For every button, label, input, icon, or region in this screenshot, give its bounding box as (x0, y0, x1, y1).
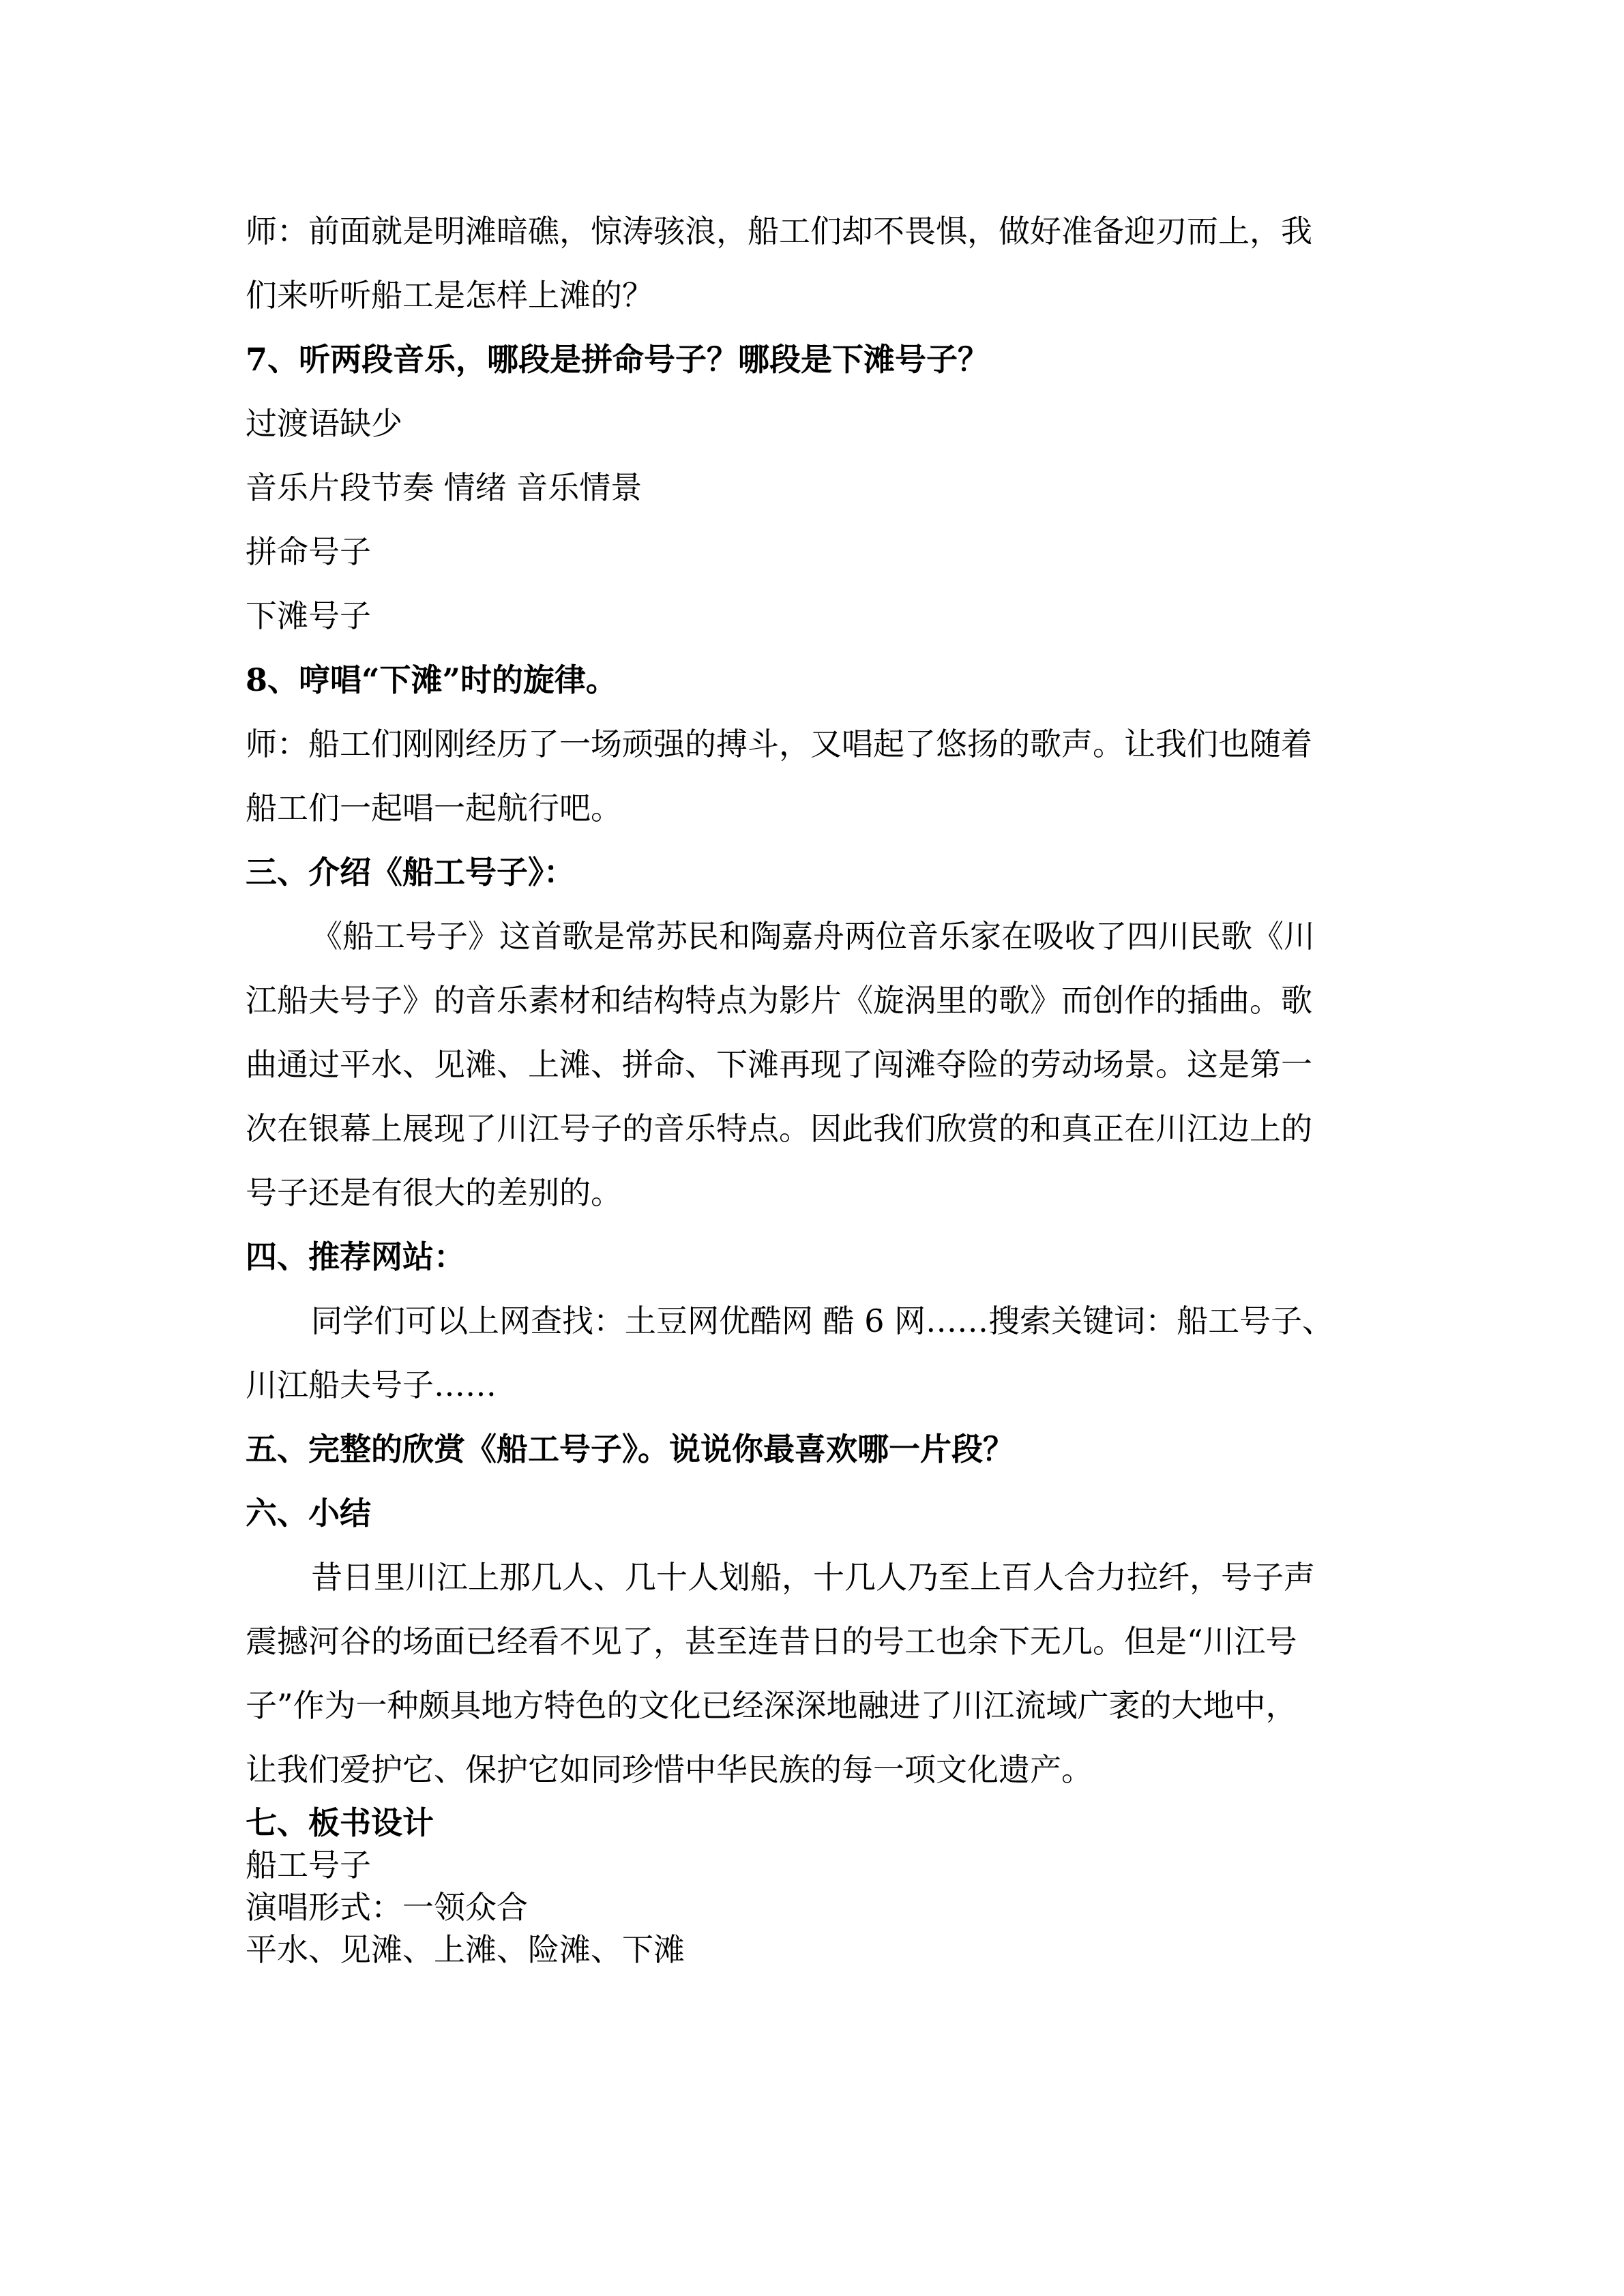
document-page (246, 199, 1378, 1971)
section-heading: 8、哼唱“下滩”时的旋律。 (246, 661, 617, 698)
paragraph-line: 川江船夫号子…… (246, 1367, 497, 1403)
section-heading: 六、小结 (246, 1495, 371, 1532)
paragraph-line: 曲通过平水、见滩、上滩、拼命、下滩再现了闯滩夺险的劳动场景。这是第一 (246, 1046, 1312, 1083)
paragraph-line: 同学们可以上网查找：土豆网优酷网 酷 6 网……搜索关键词：船工号子、 (311, 1302, 1334, 1339)
section-heading: 五、完整的欣赏《船工号子》。说说你最喜欢哪一片段？ (246, 1431, 1014, 1467)
paragraph-line: 师：船工们刚刚经历了一场顽强的搏斗，又唱起了悠扬的歌声。让我们也随着 (246, 726, 1312, 762)
paragraph-line: 们来听听船工是怎样上滩的？ (246, 277, 653, 314)
section-heading: 7、听两段音乐，哪段是拼命号子？哪段是下滩号子？ (246, 341, 990, 378)
paragraph-line: 江船夫号子》的音乐素材和结构特点为影片《旋涡里的歌》而创作的插曲。歌 (246, 982, 1312, 1019)
paragraph-line: 次在银幕上展现了川江号子的音乐特点。因此我们欣赏的和真正在川江边上的 (246, 1110, 1312, 1147)
paragraph-line: 船工们一起唱一起航行吧。 (246, 790, 622, 826)
note-line: 过渡语缺少 (246, 405, 402, 442)
board-line: 平水、见滩、上滩、险滩、下滩 (246, 1931, 685, 1968)
section-heading: 四、推荐网站： (246, 1238, 465, 1275)
board-line: 船工号子 (246, 1847, 371, 1883)
paragraph-line: 震撼河谷的场面已经看不见了，甚至连昔日的号工也余下无几。但是“川江号 (246, 1623, 1297, 1660)
section-heading: 三、介绍《船工号子》： (246, 854, 575, 891)
note-line: 下滩号子 (246, 597, 371, 634)
paragraph-line: 昔日里川江上那几人、几十人划船，十几人乃至上百人合力拉纤，号子声 (311, 1559, 1315, 1596)
paragraph-line: 号子还是有很大的差别的。 (246, 1174, 622, 1211)
paragraph-line: 子”作为一种颇具地方特色的文化已经深深地融进了川江流域广袤的大地中， (246, 1687, 1297, 1724)
paragraph-line: 让我们爱护它、保护它如同珍惜中华民族的每一项文化遗产。 (246, 1751, 1093, 1788)
note-line: 音乐片段节奏 情绪 音乐情景 (246, 469, 643, 506)
paragraph-line: 《船工号子》这首歌是常苏民和陶嘉舟两位音乐家在吸收了四川民歌《川 (311, 918, 1315, 955)
note-line: 拼命号子 (246, 533, 371, 570)
board-line: 演唱形式：一领众合 (246, 1889, 528, 1926)
paragraph-line: 师：前面就是明滩暗礁，惊涛骇浪，船工们却不畏惧，做好准备迎刃而上，我 (246, 213, 1312, 250)
section-heading: 七、板书设计 (246, 1804, 434, 1841)
